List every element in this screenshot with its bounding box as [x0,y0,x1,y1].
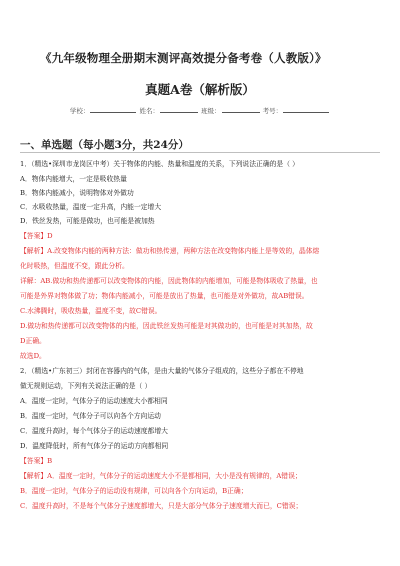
question-2-stem-line: 做无规则运动，下列有关说法正确的是（ ） [20,382,152,390]
section-divider [20,152,380,153]
question-2-answer: 【答案】B [20,457,53,465]
question-2-option-b: B．温度一定时，气体分子可以向各个方向运动 [20,412,161,420]
question-1-analysis-line: 故选D。 [20,352,46,360]
name-blank [160,105,198,113]
question-1-analysis-line: C.水沸腾时，吸收热量，温度不变，故C错误。 [20,307,162,315]
question-1-analysis-line: 【解析】A.改变物体内能的两种方法：做功和热传递，两种方法在改变物体内能上是等效的，晶体熔 [20,247,320,255]
class-blank [222,105,260,113]
question-2-option-d: D．温度降低时，所有气体分子的运动方向都相同 [20,442,169,450]
question-1-analysis-line: D正确。 [20,337,46,345]
document-title: 《九年级物理全册期末测评高效提分备考卷（人教版）》 [40,51,327,65]
name-label: 姓名： [139,107,159,115]
question-2-option-c: C．温度升高时，每个气体分子的运动速度都增大 [20,427,168,435]
question-1-option-b: B．物体内能减小，说明物体对外做功 [20,189,134,197]
student-info-line [0,105,400,115]
question-2-analysis-line: B．温度一定时，气体分子的运动没有规律，可以向各个方向运动，B正确； [20,487,248,495]
question-2-stem-line: 2．（精选•广东初三）封闭在容器内的气体，是由大量的气体分子组成的，这些分子都在不停地 [20,367,304,375]
question-1-analysis-line: 详解：AB.做功和热传递都可以改变物体的内能，因此物体的内能增加，可能是物体吸收了热量，也 [20,277,318,285]
school-label: 学校： [69,107,90,115]
question-1-option-c: C．水吸收热量，温度一定升高，内能一定增大 [20,203,162,211]
class-label: 班级： [201,107,221,115]
question-1-option-a: A．物体内能增大，一定是吸收热量 [20,175,127,183]
number-blank [283,105,329,113]
question-2-option-a: A．温度一定时，气体分子的运动速度大小都相同 [20,397,168,405]
question-2-analysis-line: 【解析】A．温度一定时，气体分子的运动速度大小不是都相同，大小是没有规律的，A错误； [20,472,302,480]
paper-title: 真题A卷（解析版） [145,82,255,97]
question-1-stem: 1．（精选•深圳市龙岗区中考）关于物体的内能、热量和温度的关系，下列说法正确的是（ ） [20,160,299,168]
question-1-answer: 【答案】D [20,232,53,240]
number-label: 考号： [262,107,283,115]
section-title: 一、单选题（每小题3分，共24分） [20,139,189,151]
question-1-analysis-line: 可能是外界对物体做了功；物体内能减小，可能是放出了热量，也可能是对外做功，故AB错误。 [20,292,309,300]
school-blank [90,105,136,113]
question-1-option-d: D．铁丝发热，可能是做功，也可能是被加热 [20,217,155,225]
question-2-analysis-line: C．温度升高时，不是每个气体分子速度都增大，只是大部分气体分子速度增大而已，C错误； [20,502,303,510]
question-1-analysis-line: D.做功和热传递都可以改变物体的内能，因此铁丝发热可能是对其做功的，也可能是对其加热，故 [20,322,313,330]
question-1-analysis-line: 化时吸热，但温度不变，跟此分析。 [20,262,129,270]
